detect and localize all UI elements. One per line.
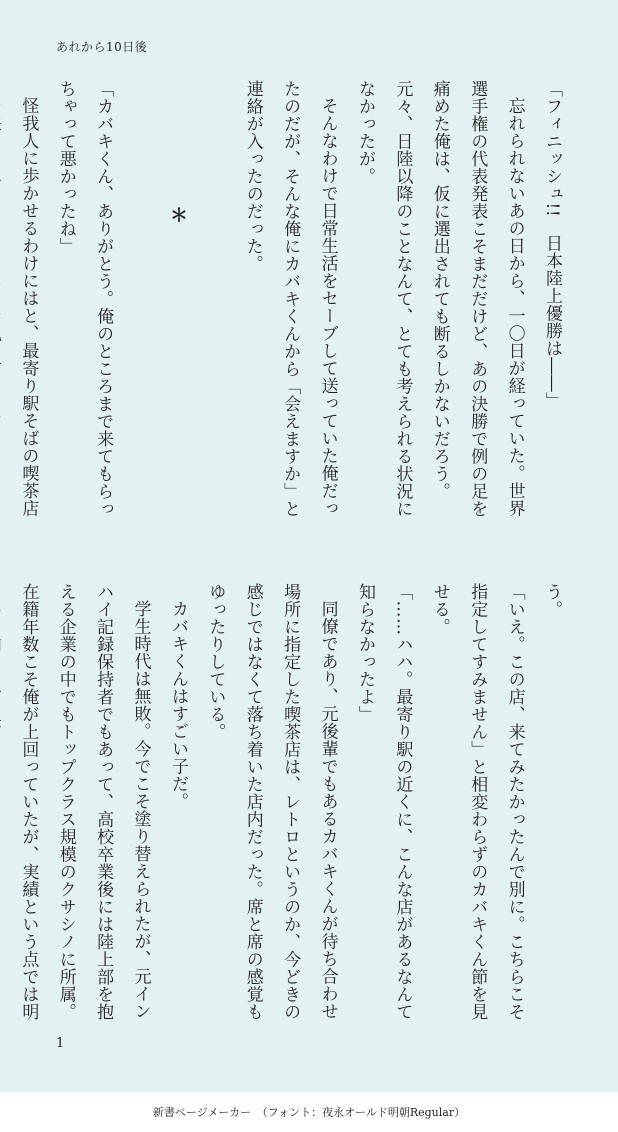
paragraph: 「カバキくん、ありがとう。俺のところまで来てもらっちゃって悪かったね」 [55, 80, 114, 518]
paragraph: 怪我人に歩かせるわけにはと、最寄り駅そばの喫茶店 [18, 97, 39, 517]
text-tier-upper [18, 80, 570, 525]
paragraph: 「いえ。この店、来てみたかったんで別に。こちらこそ指定してすみません」と相変わらずのカバキくん節を見せる。 [429, 583, 525, 1021]
paragraph: そんなわけで日常生活をセーブして送っていた俺だったのだが、そんな俺にカバキくんから「会えますか」と連絡が入ったのだった。 [242, 80, 338, 518]
blank-line [196, 80, 233, 525]
page-number: 1 [56, 1036, 65, 1051]
paragraph: 同僚であり、元後輩でもあるカバキくんが待ち合わせ場所に指定した喫茶店は、レトロというのか、今どきの感じではなくて落ち着いた店内だった。席と席の感覚もゆったりしている。 [205, 583, 338, 1021]
text-tier-lower [18, 583, 570, 1028]
blank-line [121, 80, 158, 525]
paragraph: う。 [542, 583, 562, 618]
paragraph: 学生時代は無敗。今でこそ塗り替えられたが、元インハイ記録保持者でもあって、高校卒業後には陸上部を抱える企業の中でもトップクラス規模のクサシノに所属。在籍年数こそ俺が上回っていたが、実績という点では明 [18, 583, 151, 1021]
paragraph: 「……ハハ。最寄り駅の近くに、こんな店があるなんて知らなかったよ」 [354, 583, 413, 1021]
paragraph: 「フィニッシュ!! 日本陸上優勝は――」 [542, 80, 562, 410]
running-head: あれから10日後 [56, 40, 148, 54]
scene-break-asterisk: ＊ [166, 206, 188, 225]
paragraph: カバキくんはすごい子だ。 [167, 600, 188, 810]
footer-credit: 新書ページメーカー （フォント：夜永オールド明朝Regular） [0, 1092, 618, 1132]
paragraph: 忘れられないあの日から、一〇日が経っていた。世界選手権の代表発表こそまだだけど、あの決勝で例の足を痛めた俺は、仮に選出されても断るしかないだろう。元々、日陸以降のことなんて、とても考えられる状況になかったが。 [354, 80, 525, 518]
